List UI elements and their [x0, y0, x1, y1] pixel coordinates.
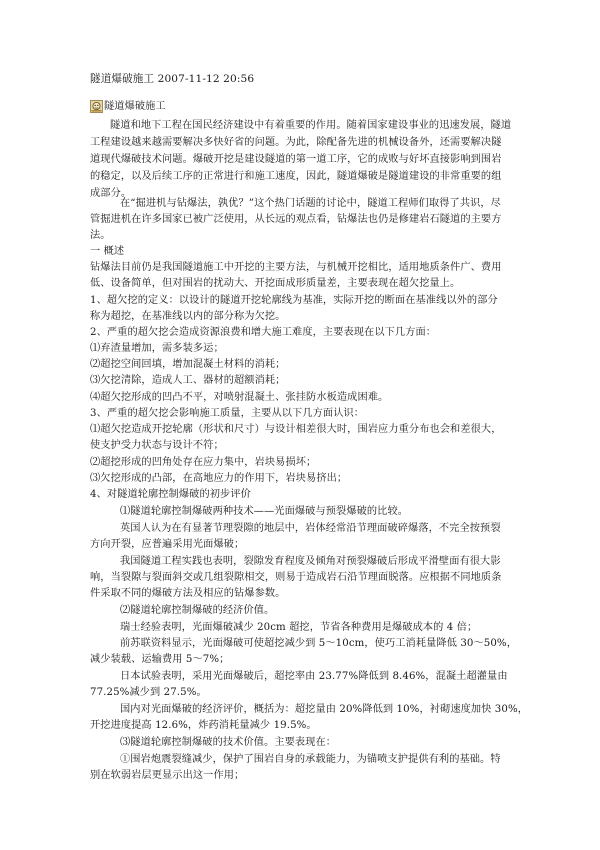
list-item: ⑶欠挖清除，造成人工、器材的超额消耗；	[90, 375, 286, 386]
paragraph-line: 减少装载、运输费用 5～7%；	[90, 654, 230, 665]
paragraph-line: 隧道和地下工程在国民经济建设中有着重要的作用。随着国家建设事业的迅速发展，隧道	[110, 120, 512, 131]
list-item: ⑴超欠挖造成开挖轮廓（形状和尺寸）与设计相差很大时，围岩应力重分布也会和差很大，	[90, 424, 502, 435]
paragraph-line: 道现代爆破技术问题。爆破开挖是建设隧道的第一道工序，它的成败与好坏直接影响到围岩	[90, 154, 502, 165]
list-item: ⑵超挖空间回填，增加混凝土材料的消耗；	[90, 359, 286, 370]
paragraph-line: 3、严重的超欠挖会影响施工质量，主要从以下几方面认识：	[90, 408, 365, 419]
list-item: ⑷超欠挖形成的凹凸不平，对喷射混凝土、张挂防水板造成困难。	[90, 392, 389, 403]
paragraph-line: 方向开裂，应普遍采用光面爆破；	[90, 539, 245, 550]
list-item: ⑶欠挖形成的凸部，在高地应力的作用下，岩块易挤出；	[90, 473, 348, 484]
paragraph-line: 我国隧道工程实践也表明，裂隙发育程度及倾角对预裂爆破后形成平滑壁面有很大影	[120, 556, 501, 567]
paragraph-line: 别在软弱岩层更显示出这一作用；	[90, 770, 245, 781]
paragraph-line: 1、超欠挖的定义：以设计的隧道开挖轮廓线为基准，实际开挖的断面在基准线以外的部分	[90, 295, 498, 306]
paragraph-line: 前苏联资料显示，光面爆破可使超挖减少到 5～10cm，使巧工消耗量降低 30～50%，	[120, 638, 518, 649]
paragraph-line: 2、严重的超欠挖会造成资源浪费和增大施工难度，主要表现在以下几方面：	[90, 327, 437, 338]
paragraph-line: 件采取不同的爆破方法及相应的钻爆参数。	[90, 588, 286, 599]
paragraph-line: 称为超挖，在基准线以内的部分称为欠挖。	[90, 311, 286, 322]
paragraph-line: 响，当裂隙与裂面斜交或几组裂隙相交，则易于造成岩石沿节理面脱落。应根据不同地质条	[90, 572, 502, 583]
section-title: 隧道爆破施工	[104, 101, 166, 112]
paragraph-line: 法。	[90, 230, 111, 241]
paragraph-line: 开挖进度提高 12.6%，炸药消耗量减少 19.5%。	[90, 720, 317, 731]
subsection-heading: ⑶隧道轮廓控制爆破的技术价值。主要表现在：	[120, 737, 337, 748]
paragraph-line: 成部分。	[90, 188, 132, 199]
paragraph-line: 国内对光面爆破的经济评价，概括为：超挖量由 20%降低到 10%，衬砌速度加快 30%，	[120, 704, 529, 715]
section-heading: 一 概述	[90, 246, 125, 257]
paragraph-line: 钻爆法目前仍是我国隧道施工中开挖的主要方法，与机械开挖相比，适用地质条件广、费用	[90, 262, 502, 273]
subsection-heading: ⑵隧道轮廓控制爆破的经济价值。	[120, 605, 275, 616]
paragraph-line: 瑞士经验表明，光面爆破减少 20cm 超挖，节省各种费用是爆破成本的 4 倍；	[120, 622, 478, 633]
document-header: 隧道爆破施工 2007-11-12 20:56	[90, 73, 255, 85]
paragraph-line: 77.25%减少到 27.5%。	[90, 687, 207, 698]
paragraph-line: 日本试验表明，采用光面爆破后，超挖率由 23.77%降低到 8.46%，混凝土超灌量由	[120, 671, 508, 682]
paragraph-line: 英国人认为在有显著节理裂隙的地层中，岩体经常沿节理面破碎爆落，不完全按预裂	[120, 523, 501, 534]
paragraph-line: 的稳定，以及后续工序的正常进行和施工速度，因此，隧道爆破是隧道建设的非常重要的组	[90, 171, 502, 182]
paragraph-line: 低、设备简单，但对围岩的扰动大、开挖面成形质量差，主要表现在超欠挖量上。	[90, 278, 461, 289]
paragraph-line: 在“掘进机与钻爆法，孰优？”这个热门话题的讨论中，隧道工程师们取得了共识，尽	[120, 198, 501, 209]
list-item: ⑵超挖形成的凹角处存在应力集中，岩块易损坏；	[90, 457, 317, 468]
paragraph-line: 管掘进机在许多国家已被广泛使用，从长远的观点看，钻爆法也仍是修建岩石隧道的主要方	[90, 214, 502, 225]
subsection-heading: ⑴隧道轮廓控制爆破两种技术——光面爆破与预裂爆破的比较。	[120, 506, 409, 517]
paragraph-line: 工程建设越来越需要解决多快好省的问题。为此，除配备先进的机械设备外，还需要解决隧	[90, 137, 502, 148]
paragraph-line: 4、对隧道轮廓控制爆破的初步评价	[90, 489, 251, 500]
article-icon	[90, 100, 103, 113]
list-item: 使支护受力状态与设计不符；	[90, 440, 224, 451]
list-item: ⑴弃渣量增加，需多装多运；	[90, 343, 224, 354]
paragraph-line: ①围岩炮震裂缝减少，保护了围岩自身的承载能力，为锚喷支护提供有利的基础。特	[120, 754, 501, 765]
